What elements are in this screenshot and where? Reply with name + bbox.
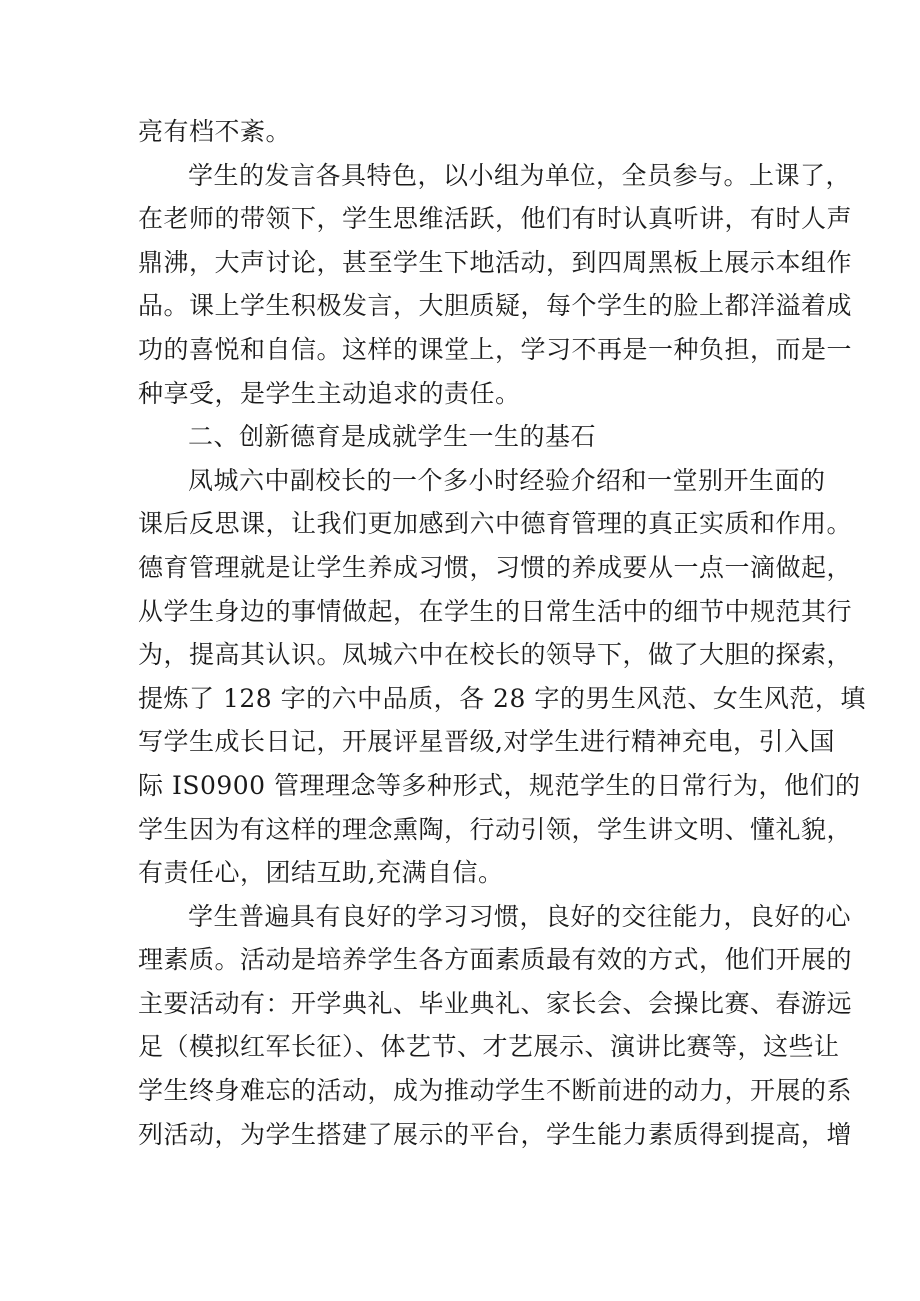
text-line: 足（模拟红军长征）、体艺节、才艺展示、演讲比赛等，这些让 [138, 1032, 840, 1062]
text-line: 学生终身难忘的活动，成为推动学生不断前进的动力，开展的系 [138, 1076, 853, 1106]
text-line: 提炼了 128 字的六中品质，各 28 字的男生风范、女生风范，填 [138, 683, 866, 713]
text-line: 写学生成长日记，开展评星晋级,对学生进行精神充电，引入国 [138, 727, 835, 757]
text-line: 课后反思课，让我们更加感到六中德育管理的真正实质和作用。 [138, 509, 853, 539]
text-line: 亮有档不紊。 [138, 117, 292, 146]
text-line: 为，提高其认识。凤城六中在校长的领导下，做了大胆的探索， [138, 640, 853, 670]
paragraph-start-line: 学生普遍具有良好的学习习惯，良好的交往能力，良好的心 [188, 901, 852, 931]
text-line: 有责任心，团结互助,充满自信。 [138, 858, 504, 888]
section-heading: 二、创新德育是成就学生一生的基石 [188, 422, 597, 452]
text-line: 理素质。活动是培养学生各方面素质最有效的方式，他们开展的 [138, 945, 853, 975]
text-line: 种享受，是学生主动追求的责任。 [138, 378, 521, 408]
text-line: 在老师的带领下，学生思维活跃，他们有时认真听讲，有时人声 [138, 204, 853, 234]
text-line: 从学生身边的事情做起，在学生的日常生活中的细节中规范其行 [138, 596, 853, 626]
text-line: 德育管理就是让学生养成习惯，习惯的养成要从一点一滴做起， [138, 552, 853, 582]
text-line: 际 IS0900 管理理念等多种形式，规范学生的日常行为，他们的 [138, 770, 861, 800]
text-line: 功的喜悦和自信。这样的课堂上，学习不再是一种负担，而是一 [138, 334, 853, 364]
text-line: 鼎沸，大声讨论，甚至学生下地活动，到四周黑板上展示本组作 [138, 247, 853, 277]
paragraph-start-line: 学生的发言各具特色，以小组为单位，全员参与。上课了， [188, 160, 852, 190]
text-line: 列活动，为学生搭建了展示的平台，学生能力素质得到提高，增 [138, 1119, 853, 1149]
paragraph-start-line: 凤城六中副校长的一个多小时经验介绍和一堂别开生面的 [188, 465, 826, 495]
text-line: 学生因为有这样的理念熏陶，行动引领，学生讲文明、懂礼貌， [138, 814, 853, 844]
text-line: 品。课上学生积极发言，大胆质疑，每个学生的脸上都洋溢着成 [138, 291, 853, 321]
text-line: 主要活动有：开学典礼、毕业典礼、家长会、会操比赛、春游远 [138, 988, 853, 1018]
body-text [138, 110, 866, 1156]
